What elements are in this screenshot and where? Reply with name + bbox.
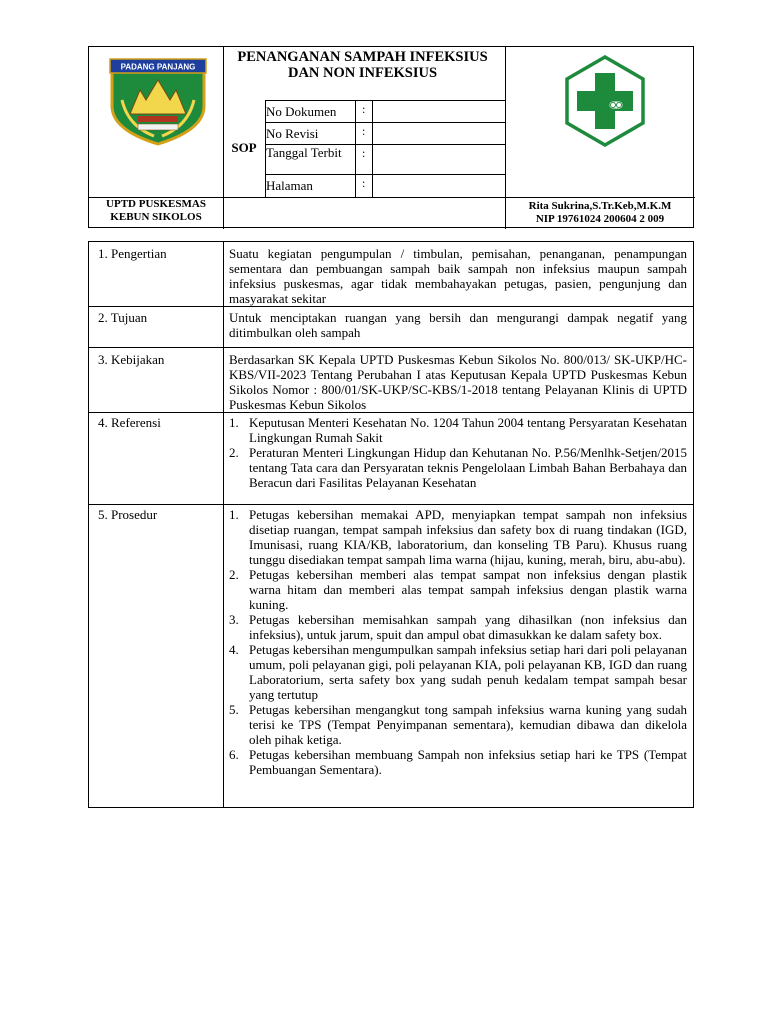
list-item (229, 612, 687, 642)
list-item (229, 445, 687, 490)
list-item (229, 642, 687, 702)
divider (89, 347, 693, 348)
meta-colon: : (362, 124, 366, 138)
section-label-pengertian: 1. Pengertian (98, 246, 167, 261)
list-item (229, 567, 687, 612)
section-text-pengertian: Suatu kegiatan pengumpulan / timbulan, pemisahan, penanganan, penampungan sementara dan pembuangan sampah baik sampah non infeksius maupun sampah infeksius puskesmas, agar tidak membahayakan petugas, pasien, pengunjung dan masyarakat sekitar (229, 246, 687, 306)
list-number: 6. (229, 747, 239, 762)
list-number: 1. (229, 415, 239, 430)
section-label-referensi: 4. Referensi (98, 415, 161, 430)
org-line-1: UPTD PUSKESMAS (106, 198, 206, 210)
sop-header (88, 46, 694, 228)
section-label-kebijakan: 3. Kebijakan (98, 352, 165, 367)
prosedur-list (229, 507, 687, 777)
meta-colon: : (362, 102, 366, 116)
divider (265, 100, 505, 101)
divider (223, 242, 224, 807)
divider (372, 100, 373, 198)
organization-name (89, 198, 223, 224)
divider (89, 412, 693, 413)
list-text: Petugas kebersihan mengangkut tong sampah infeksius warna kuning yang sudah terisi ke TPS (Tempat Penyimpanan sementara), kemudian dibawa dan dikelola oleh pihak ketiga. (249, 702, 687, 747)
list-number: 3. (229, 612, 239, 627)
list-number: 1. (229, 507, 239, 522)
org-line-2: KEBUN SIKOLOS (110, 211, 202, 223)
meta-colon: : (362, 146, 366, 160)
divider (89, 504, 693, 505)
signer-name: Rita Sukrina,S.Tr.Keb,M.K.M (528, 200, 672, 212)
list-text: Peraturan Menteri Lingkungan Hidup dan Kehutanan No. P.56/Menlhk-Setjen/2015 tentang Tata cara dan Persyaratan teknis Pengelolaan Limbah Bahan Berbahaya dan Beracun dari Fasilitas Pelayanan Kesehatan (249, 445, 687, 490)
list-text: Petugas kebersihan membuang Sampah non infeksius setiap hari ke TPS (Tempat Pembuangan Sementara). (249, 747, 687, 777)
list-item (229, 415, 687, 445)
document-title: PENANGANAN SAMPAH INFEKSIUS DAN NON INFEKSIUS (237, 49, 488, 81)
section-text-kebijakan: Berdasarkan SK Kepala UPTD Puskesmas Kebun Sikolos No. 800/013/ SK-UKP/HC-KBS/VII-2023 Tentang Perubahan I atas Keputusan Kepala UPTD Puskesmas Kebun Sikolos Nomor : 800/01/SK-UKP/SC-KBS/1-2018 tentang Pelayanan Klinis di UPTD Puskesmas Kebun Sikolos (229, 352, 687, 412)
divider (265, 174, 505, 175)
sop-content-table (88, 241, 694, 808)
puskesmas-green-cross-icon (559, 55, 651, 147)
meta-label-no-dokumen: No Dokumen (266, 104, 337, 119)
list-number: 5. (229, 702, 239, 717)
list-number: 2. (229, 567, 239, 582)
list-text: Keputusan Menteri Kesehatan No. 1204 Tahun 2004 tentang Persyaratan Kesehatan Lingkungan Rumah Sakit (249, 415, 687, 445)
list-item (229, 747, 687, 777)
list-text: Petugas kebersihan memberi alas tempat sampat non infeksius dengan plastik warna hitam dan memberi alas tempat sampah infeksius dengan plastik warna kuning. (249, 567, 687, 612)
meta-label-tanggal-terbit: Tanggal Terbit (266, 145, 342, 160)
list-text: Petugas kebersihan mengumpulkan sampah infeksius setiap hari dari poli pelayanan umum, poli pelayanan gigi, poli pelayanan KIA, poli pelayanan KB, IGD dan ruang Laboratorium, serta safety box yang sudah penuh kedalam tempat sampah besar yang tertutup (249, 642, 687, 702)
meta-label-no-revisi: No Revisi (266, 126, 319, 141)
divider (265, 122, 505, 123)
signer-block (505, 200, 695, 226)
list-number: 4. (229, 642, 239, 657)
meta-label-halaman: Halaman (266, 178, 313, 193)
list-item (229, 507, 687, 567)
section-text-tujuan: Untuk menciptakan ruangan yang bersih dan mengurangi dampak negatif yang ditimbulkan oleh sampah (229, 310, 687, 340)
divider (89, 306, 693, 307)
sop-label: SOP (231, 140, 257, 155)
meta-colon: : (362, 176, 366, 190)
list-text: Petugas kebersihan memisahkan sampah yang dihasilkan (non infeksius dan infeksius), untuk jarum, spuit dan ampul obat dimasukkan ke dalam safety box. (249, 612, 687, 642)
section-label-prosedur: 5. Prosedur (98, 507, 158, 522)
list-item (229, 702, 687, 747)
logo-banner-text: PADANG PANJANG (120, 62, 196, 72)
divider (355, 100, 356, 198)
list-text: Petugas kebersihan memakai APD, menyiapkan tempat sampah non infeksius disetiap ruangan, tempat sampah infeksius dan safety box di ruang tindakan (IGD, Imunisasi, ruang KIA/KB, laboratorium, dan konseling TB Paru). Khusus ruang tunggu disediakan tempat sampah lima warna (hijau, kuning, merah, biru, abu-abu). (249, 507, 687, 567)
signer-nip: NIP 19761024 200604 2 009 (535, 213, 665, 225)
section-label-tujuan: 2. Tujuan (98, 310, 148, 325)
padang-panjang-emblem-icon (108, 56, 208, 146)
list-number: 2. (229, 445, 239, 460)
referensi-list (229, 415, 687, 490)
